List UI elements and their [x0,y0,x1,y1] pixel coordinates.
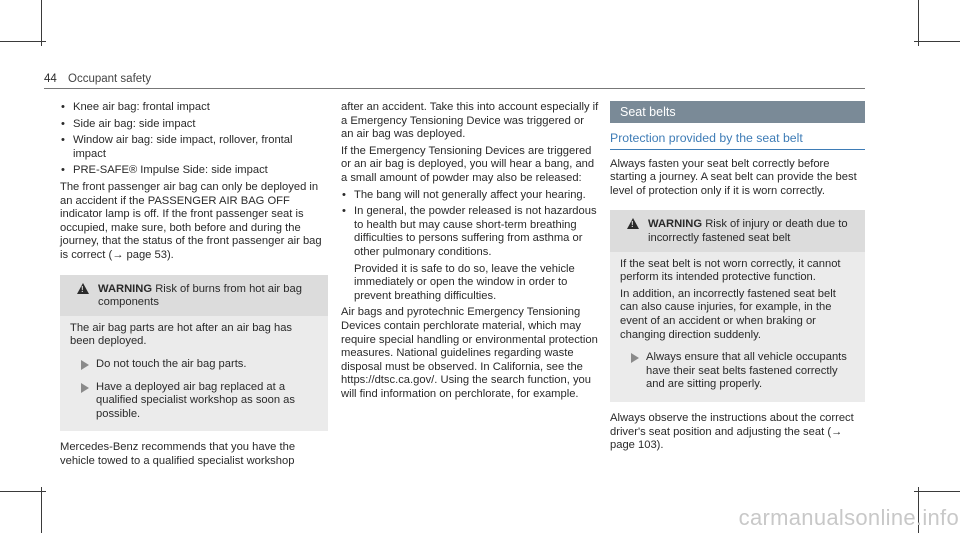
page-number: 44 [44,73,57,85]
crop-mark [918,0,919,46]
airbag-list [60,101,328,178]
running-title: Occupant safety [68,73,152,85]
crop-mark [41,487,42,533]
list-item: • Window air bag: side impact, rollover, frontal impact [60,134,328,161]
step-arrow-icon [631,353,639,363]
list-item: • Side air bag: side impact [60,118,328,132]
warning-box [610,210,865,402]
paragraph: Always fasten your seat belt correctly before starting a journey. A seat belt can provide the best level of protection only if it is worn correctly. [610,157,857,197]
column-2 [341,101,599,404]
warning-title: Risk of injury or death due to incorrectly fastened seat belt [648,218,848,244]
warning-title: Risk of burns from hot air bag components [98,282,302,309]
warning-box [60,275,328,432]
watermark: carmanualsonline.info [738,505,959,530]
crop-mark [914,491,960,492]
step-item: Have a deployed air bag replaced at a qualified specialist workshop as soon as possible. [70,381,318,422]
warning-body [60,316,328,432]
step-item: Always ensure that all vehicle occupants have their seat belts fastened correctly and are sitting properly. [620,351,855,392]
warning-label: WARNING [648,218,703,231]
subheading: Protection provided by the seat belt [610,132,865,150]
warning-text: In addition, an incorrectly fastened seat belt can also cause injuries, for example, in the event of an accident or when braking or changing direction suddenly. [620,287,836,341]
warning-text: If the seat belt is not worn correctly, it cannot perform its intended protective function. [620,257,841,284]
powder-list [341,189,599,260]
list-item: • The bang will not generally affect your hearing. [341,189,599,203]
passenger-airbag-paragraph: The front passenger air bag can only be deployed in an accident if the PASSENGER AIR BAG OFF indicator lamp is off. If the front passenger seat is occupied, make sure, both before and during the journey, that the status of the front passenger air bag is correct (→ page 53). [60,180,322,261]
paragraph: If the Emergency Tensioning Devices are triggered or an air bag is deployed, you will hear a bang, and a small amount of powder may also be released: [341,144,595,184]
crop-mark [41,0,42,46]
column-3 [610,101,865,456]
warning-text: The air bag parts are hot after an air bag has been deployed. [70,321,293,348]
warning-label: WARNING [98,282,153,295]
step-arrow-icon [81,360,89,370]
warning-body [610,252,865,402]
list-item: • PRE-SAFE® Impulse Side: side impact [60,164,328,178]
warning-header: ! WARNING Risk of injury or death due to incorrectly fastened seat belt [610,210,865,251]
list-item: • In general, the powder released is not hazardous to health but may cause short-term breathing difficulties to persons suffering from asthma or other pulmonary conditions. [341,205,599,259]
header-rule [44,88,865,89]
list-item: • Knee air bag: frontal impact [60,101,328,115]
crop-mark [0,491,46,492]
seat-position-paragraph: Always observe the instructions about the correct driver's seat position and adjusting the seat (→ page 103). [610,411,854,452]
indented-paragraph: Provided it is safe to do so, leave the vehicle immediately or open the window in order to prevent breathing difficulties. [354,262,575,302]
warning-header: ! WARNING Risk of burns from hot air bag components [60,275,328,316]
column-1 [60,101,328,471]
step-item: Do not touch the air bag parts. [70,358,318,372]
paragraph: after an accident. Take this into account especially if a Emergency Tensioning Device was triggered or an air bag was deployed. [341,101,599,141]
crop-mark [914,41,960,42]
section-title: Seat belts [610,101,865,123]
step-arrow-icon [81,383,89,393]
crop-mark [0,41,46,42]
perchlorate-paragraph: Air bags and pyrotechnic Emergency Tensioning Devices contain perchlorate material, which may require special handling or environmental protection measures. National guidelines regarding waste disposal must be observed. In California, see the https://dtsc.ca.gov/. Using the search function, you will find information on perchlorate, for example. [341,306,598,400]
towing-paragraph: Mercedes-Benz recommends that you have the vehicle towed to a qualified specialist workshop [60,441,296,467]
